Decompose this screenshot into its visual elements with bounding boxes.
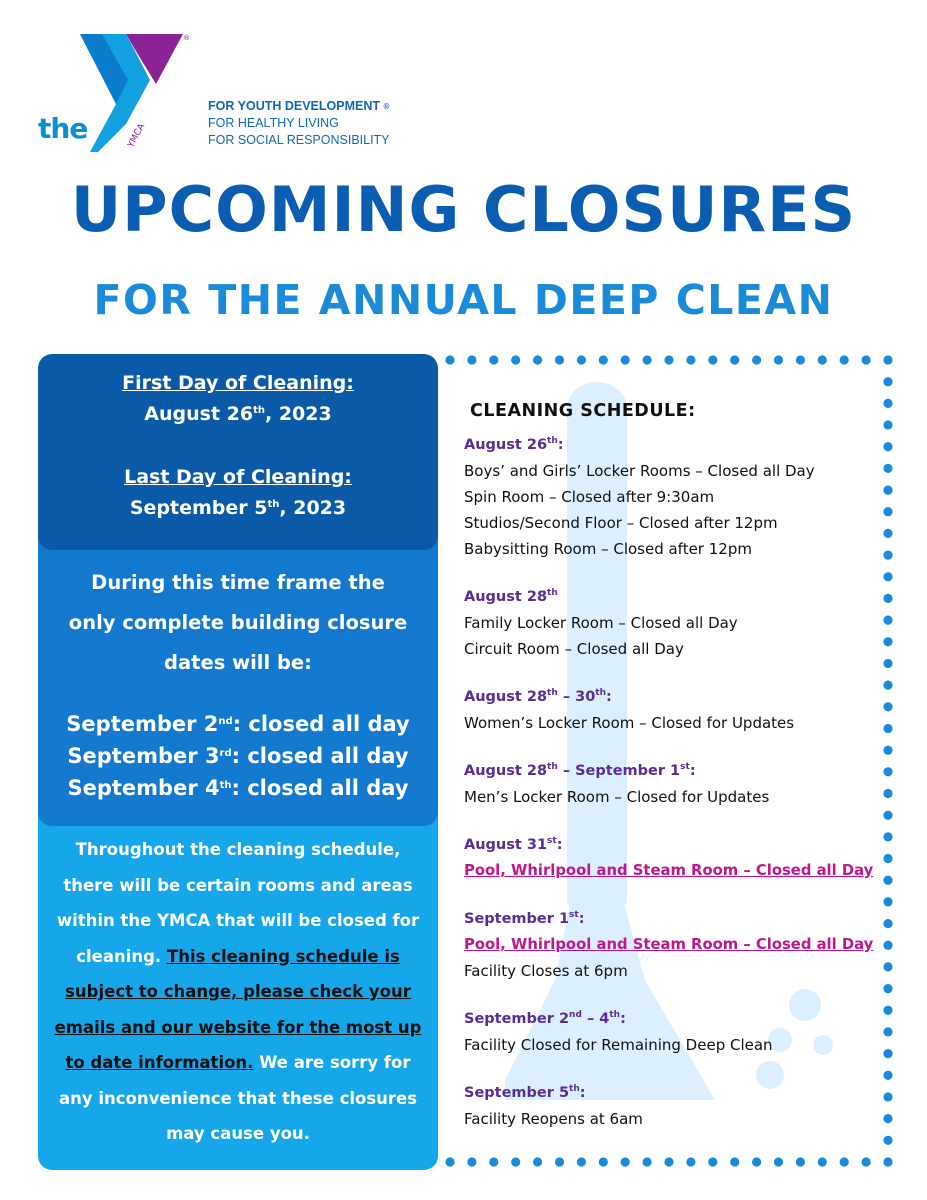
border-dot xyxy=(883,355,892,364)
schedule-day-label: August 28th – 30th: xyxy=(464,688,612,705)
border-dot xyxy=(883,1071,892,1080)
border-dot xyxy=(818,1157,827,1166)
border-dot xyxy=(643,355,652,364)
schedule-group xyxy=(464,684,884,736)
border-dot xyxy=(796,355,805,364)
border-dot xyxy=(883,702,892,711)
border-dot xyxy=(883,399,892,408)
schedule-day-label: September 1st: xyxy=(464,910,585,927)
closure-date-2: September 3rd: closed all day xyxy=(67,744,409,768)
closure-dates xyxy=(38,708,438,804)
schedule-group xyxy=(464,584,884,662)
last-day-label: Last Day of Cleaning: xyxy=(124,466,352,488)
border-dot xyxy=(577,355,586,364)
first-day-date: August 26th, 2023 xyxy=(144,403,332,425)
border-dot xyxy=(862,1157,871,1166)
border-dot xyxy=(883,1157,892,1166)
border-dot xyxy=(796,1157,805,1166)
border-dot xyxy=(511,355,520,364)
border-dot xyxy=(883,442,892,451)
border-dot xyxy=(643,1157,652,1166)
schedule-group xyxy=(464,906,884,984)
border-dot xyxy=(883,1136,892,1145)
schedule-day-label: August 31st: xyxy=(464,836,563,853)
dates-panel xyxy=(38,354,438,550)
border-dot xyxy=(883,594,892,603)
schedule-day-label: August 28th – September 1st: xyxy=(464,762,696,779)
border-dot xyxy=(752,1157,761,1166)
border-dot xyxy=(621,1157,630,1166)
border-dot xyxy=(533,355,542,364)
closure-intro: During this time frame the only complete building closure dates will be: xyxy=(68,571,408,674)
border-dot xyxy=(664,1157,673,1166)
closure-date-1: September 2nd: closed all day xyxy=(66,712,410,736)
notice-emphasis: This cleaning schedule is subject to change, please check your emails and our website for the most up to date information. xyxy=(54,946,422,1072)
schedule-group xyxy=(464,1080,884,1132)
schedule-item: Spin Room – Closed after 9:30am xyxy=(464,488,715,506)
cleaning-schedule xyxy=(464,394,884,1154)
notice-panel xyxy=(38,794,438,1170)
border-dot xyxy=(686,355,695,364)
border-dot xyxy=(621,355,630,364)
last-day-date: September 5th, 2023 xyxy=(129,497,347,519)
schedule-group xyxy=(464,432,884,562)
schedule-groups xyxy=(464,432,884,1132)
border-dot xyxy=(489,355,498,364)
logo-taglines xyxy=(208,98,390,149)
border-dot xyxy=(818,355,827,364)
first-day-label: First Day of Cleaning: xyxy=(122,372,354,394)
border-dot xyxy=(730,355,739,364)
border-dot xyxy=(555,1157,564,1166)
border-dot xyxy=(883,1027,892,1036)
border-dot xyxy=(511,1157,520,1166)
border-dot xyxy=(883,1049,892,1058)
notice-text xyxy=(38,794,438,1152)
border-dot xyxy=(883,962,892,971)
ymca-vertical-text: YMCA xyxy=(126,122,148,150)
border-dot xyxy=(599,1157,608,1166)
tagline-healthy: FOR HEALTHY LIVING xyxy=(208,116,339,130)
border-dot xyxy=(840,355,849,364)
border-dot xyxy=(774,355,783,364)
border-dot xyxy=(883,789,892,798)
border-dot xyxy=(599,355,608,364)
schedule-day-label: September 2nd – 4th: xyxy=(464,1010,626,1027)
border-dot xyxy=(555,355,564,364)
border-dot xyxy=(883,1092,892,1101)
border-dot xyxy=(883,724,892,733)
border-dot xyxy=(883,551,892,560)
border-dot xyxy=(883,984,892,993)
border-dot xyxy=(533,1157,542,1166)
border-dot xyxy=(445,355,454,364)
tagline-youth: FOR YOUTH DEVELOPMENT ® xyxy=(208,99,390,113)
ymca-logo xyxy=(38,28,418,158)
schedule-item: Family Locker Room – Closed all Day xyxy=(464,614,738,632)
border-dot xyxy=(883,507,892,516)
border-dot xyxy=(883,1114,892,1123)
border-dot xyxy=(664,355,673,364)
schedule-day-label: August 28th xyxy=(464,588,558,605)
border-dot xyxy=(883,659,892,668)
border-dot xyxy=(883,464,892,473)
logo-the-text: the xyxy=(38,112,88,145)
border-dot xyxy=(730,1157,739,1166)
schedule-day-label: August 26th: xyxy=(464,436,564,453)
border-dot xyxy=(467,1157,476,1166)
page-subtitle: FOR THE ANNUAL DEEP CLEAN xyxy=(93,276,834,324)
border-dot xyxy=(883,420,892,429)
schedule-item: Facility Reopens at 6am xyxy=(464,1110,643,1128)
border-dot xyxy=(708,1157,717,1166)
border-dot xyxy=(840,1157,849,1166)
schedule-item: Facility Closes at 6pm xyxy=(464,962,628,980)
schedule-item: Pool, Whirlpool and Steam Room – Closed all Day xyxy=(464,936,874,953)
tagline-social: FOR SOCIAL RESPONSIBILITY xyxy=(208,133,390,147)
border-dot xyxy=(883,529,892,538)
closure-date-3: September 4th: closed all day xyxy=(67,776,409,800)
border-dot xyxy=(883,919,892,928)
schedule-item: Facility Closed for Remaining Deep Clean xyxy=(464,1036,773,1054)
border-dot xyxy=(883,941,892,950)
border-dot xyxy=(883,681,892,690)
notice-pre: Throughout the cleaning schedule, there will be certain rooms and areas within the YMCA that will be closed for cleaning. xyxy=(56,840,420,966)
schedule-day-label: September 5th: xyxy=(464,1084,586,1101)
border-dot xyxy=(883,746,892,755)
border-dot xyxy=(577,1157,586,1166)
schedule-item: Pool, Whirlpool and Steam Room – Closed all Day xyxy=(464,862,874,879)
border-dot xyxy=(467,355,476,364)
border-dot xyxy=(883,1006,892,1015)
schedule-item: Studios/Second Floor – Closed after 12pm xyxy=(464,514,778,532)
border-dot xyxy=(489,1157,498,1166)
schedule-item: Circuit Room – Closed all Day xyxy=(464,640,684,658)
border-dot xyxy=(883,572,892,581)
border-dot xyxy=(883,486,892,495)
schedule-group xyxy=(464,1006,884,1058)
closure-panel xyxy=(38,524,438,826)
schedule-item: Babysitting Room – Closed after 12pm xyxy=(464,540,752,558)
border-dot xyxy=(708,355,717,364)
left-column xyxy=(38,354,438,1170)
border-dot xyxy=(883,637,892,646)
schedule-group xyxy=(464,832,884,884)
border-dot xyxy=(774,1157,783,1166)
schedule-group xyxy=(464,758,884,810)
border-dot xyxy=(883,767,892,776)
border-dot xyxy=(686,1157,695,1166)
notice-post: We are sorry for any inconvenience that these closures may cause you. xyxy=(58,1053,418,1143)
schedule-item: Men’s Locker Room – Closed for Updates xyxy=(464,788,770,806)
border-dot xyxy=(445,1157,454,1166)
schedule-item: Women’s Locker Room – Closed for Updates xyxy=(464,714,795,732)
border-dot xyxy=(883,811,892,820)
border-dot xyxy=(883,897,892,906)
schedule-item: Boys’ and Girls’ Locker Rooms – Closed all Day xyxy=(464,462,815,480)
border-dot xyxy=(883,854,892,863)
border-dot xyxy=(862,355,871,364)
border-dot xyxy=(883,377,892,386)
border-dot xyxy=(883,832,892,841)
schedule-title: CLEANING SCHEDULE: xyxy=(470,401,696,421)
page-title: UPCOMING CLOSURES xyxy=(70,173,857,246)
border-dot xyxy=(752,355,761,364)
border-dot xyxy=(883,616,892,625)
logo-registered-mark: ® xyxy=(183,34,190,42)
border-dot xyxy=(883,876,892,885)
